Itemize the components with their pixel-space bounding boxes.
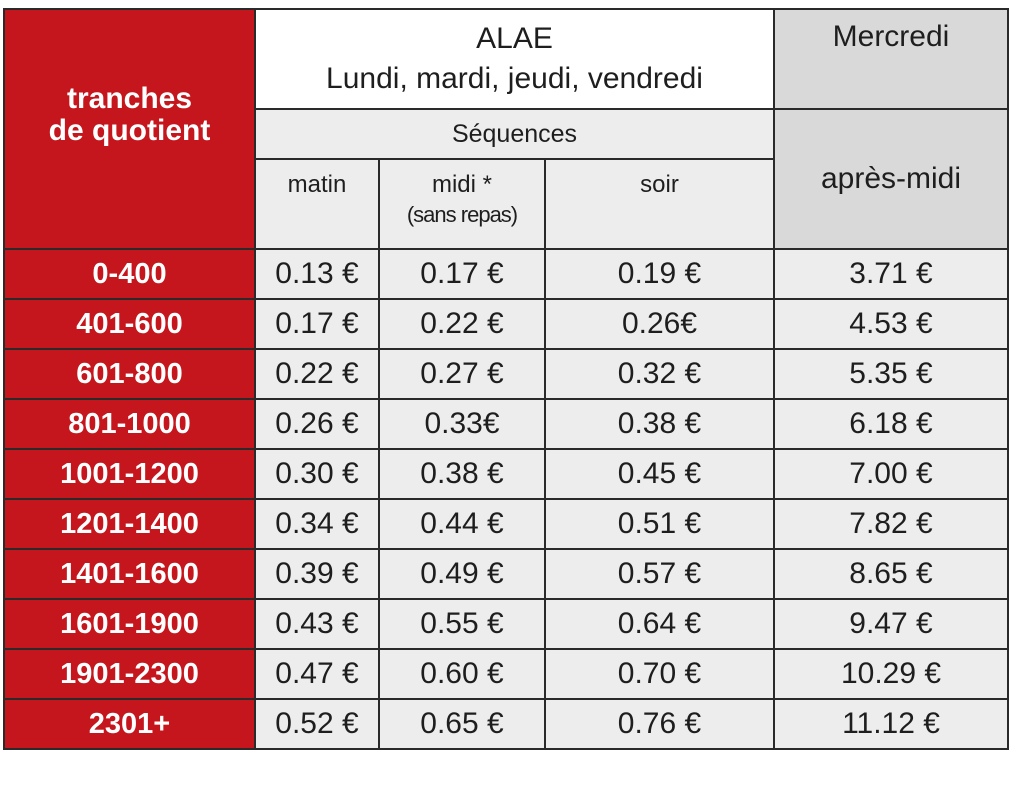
matin-cell: 0.52 € [255, 699, 379, 749]
soir-cell: 0.76 € [545, 699, 774, 749]
matin-cell: 0.47 € [255, 649, 379, 699]
table-row [4, 299, 1008, 349]
apres-midi-cell: 5.35 € [774, 349, 1008, 399]
apres-midi-cell: 11.12 € [774, 699, 1008, 749]
matin-cell: 0.30 € [255, 449, 379, 499]
tarifs-table [3, 8, 1009, 750]
table-row [4, 499, 1008, 549]
midi-cell: 0.22 € [379, 299, 545, 349]
apres-midi-cell: 7.82 € [774, 499, 1008, 549]
soir-cell: 0.32 € [545, 349, 774, 399]
midi-cell: 0.38 € [379, 449, 545, 499]
apres-midi-cell: 8.65 € [774, 549, 1008, 599]
table-row [4, 249, 1008, 299]
soir-cell: 0.26€ [545, 299, 774, 349]
matin-cell: 0.13 € [255, 249, 379, 299]
quotient-header [4, 9, 255, 249]
tranche-cell: 801-1000 [4, 399, 255, 449]
tranche-cell: 1901-2300 [4, 649, 255, 699]
quotient-header-line2: de quotient [48, 114, 211, 147]
matin-header: matin [255, 159, 379, 249]
apres-midi-cell: 6.18 € [774, 399, 1008, 449]
tranche-cell: 1201-1400 [4, 499, 255, 549]
apres-midi-cell: 10.29 € [774, 649, 1008, 699]
tranche-cell: 2301+ [4, 699, 255, 749]
alae-title: ALAE [476, 22, 553, 55]
soir-cell: 0.45 € [545, 449, 774, 499]
apres-midi-header: après-midi [774, 109, 1008, 249]
midi-cell: 0.44 € [379, 499, 545, 549]
midi-cell: 0.33€ [379, 399, 545, 449]
matin-cell: 0.17 € [255, 299, 379, 349]
soir-cell: 0.38 € [545, 399, 774, 449]
matin-cell: 0.39 € [255, 549, 379, 599]
tranche-cell: 1401-1600 [4, 549, 255, 599]
table-row [4, 699, 1008, 749]
soir-cell: 0.51 € [545, 499, 774, 549]
midi-cell: 0.49 € [379, 549, 545, 599]
table-row [4, 399, 1008, 449]
midi-cell: 0.55 € [379, 599, 545, 649]
midi-cell: 0.27 € [379, 349, 545, 399]
mercredi-header: Mercredi [774, 9, 1008, 109]
apres-midi-cell: 3.71 € [774, 249, 1008, 299]
tranche-cell: 601-800 [4, 349, 255, 399]
midi-header-note: (sans repas) [406, 202, 518, 227]
matin-cell: 0.26 € [255, 399, 379, 449]
midi-cell: 0.17 € [379, 249, 545, 299]
tranche-cell: 1001-1200 [4, 449, 255, 499]
quotient-header-line1: tranches [66, 82, 193, 115]
tranche-cell: 401-600 [4, 299, 255, 349]
table-row [4, 449, 1008, 499]
soir-cell: 0.57 € [545, 549, 774, 599]
soir-header: soir [545, 159, 774, 249]
apres-midi-cell: 7.00 € [774, 449, 1008, 499]
matin-cell: 0.43 € [255, 599, 379, 649]
soir-cell: 0.70 € [545, 649, 774, 699]
midi-cell: 0.65 € [379, 699, 545, 749]
table-row [4, 599, 1008, 649]
soir-cell: 0.19 € [545, 249, 774, 299]
table-row [4, 349, 1008, 399]
alae-days: Lundi, mardi, jeudi, vendredi [326, 62, 703, 95]
midi-header [379, 159, 545, 249]
apres-midi-cell: 9.47 € [774, 599, 1008, 649]
matin-cell: 0.34 € [255, 499, 379, 549]
tranche-cell: 0-400 [4, 249, 255, 299]
table-row [4, 649, 1008, 699]
soir-cell: 0.64 € [545, 599, 774, 649]
alae-header [255, 9, 774, 109]
table-row [4, 549, 1008, 599]
matin-cell: 0.22 € [255, 349, 379, 399]
apres-midi-cell: 4.53 € [774, 299, 1008, 349]
sequences-header: Séquences [255, 109, 774, 159]
tranche-cell: 1601-1900 [4, 599, 255, 649]
midi-cell: 0.60 € [379, 649, 545, 699]
midi-header-label: midi * [431, 171, 492, 198]
